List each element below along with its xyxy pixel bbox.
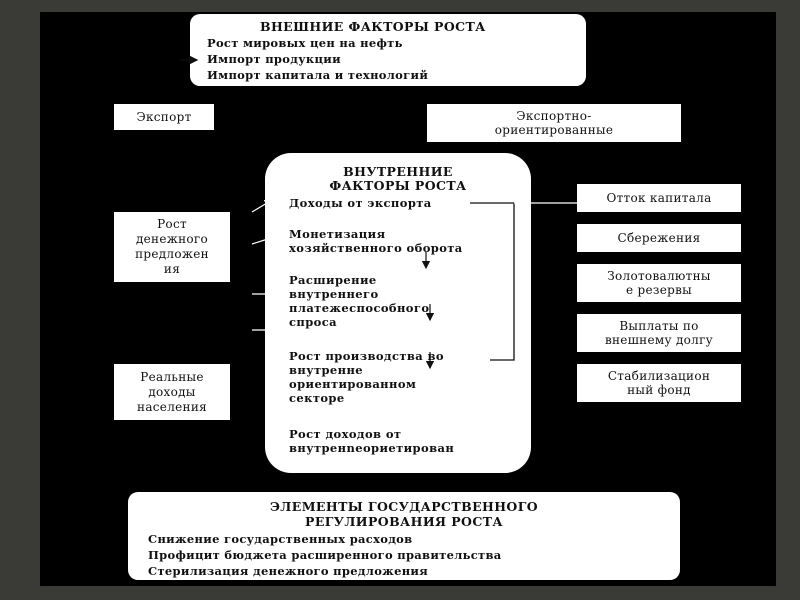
stabilization-fund-box bbox=[577, 364, 741, 402]
right-box-line: Стабилизацион bbox=[607, 369, 711, 383]
internal-title-line: ВНУТРЕННИЕ bbox=[343, 164, 453, 179]
right-box-line: Золотовалютны bbox=[607, 269, 711, 283]
external-item: Импорт продукции bbox=[207, 52, 341, 66]
internal-item bbox=[289, 196, 432, 210]
internal-item-line: хозяйственного оборота bbox=[289, 241, 463, 255]
internal-item-line: внутреннего bbox=[289, 287, 379, 301]
capital-outflow-box bbox=[577, 184, 741, 212]
internal-item bbox=[289, 227, 463, 255]
internal-item-line: Доходы от экспорта bbox=[289, 196, 432, 210]
right-box-line: ный фонд bbox=[627, 383, 691, 397]
internal-item-line: Монетизация bbox=[289, 227, 386, 241]
internal-item-line: ориентированном bbox=[289, 377, 417, 391]
real-income-line: Реальные bbox=[140, 369, 204, 384]
state-item: Профицит бюджета расширенного правительства bbox=[148, 548, 502, 562]
real-income-line: доходы bbox=[148, 384, 196, 399]
state-title-line: РЕГУЛИРОВАНИЯ РОСТА bbox=[305, 514, 503, 529]
fx-reserves-box bbox=[577, 264, 741, 302]
internal-item bbox=[289, 273, 429, 329]
real-income-line: населения bbox=[137, 399, 207, 414]
money-supply-line: денежного bbox=[135, 232, 209, 246]
internal-factors-box bbox=[265, 153, 531, 473]
internal-item-line: внутренне bbox=[289, 363, 364, 377]
internal-item-line: спроса bbox=[289, 315, 337, 329]
external-item: Рост мировых цен на нефть bbox=[207, 36, 403, 50]
savings-box bbox=[577, 224, 741, 252]
internal-item-line: Рост производства во bbox=[289, 349, 445, 363]
state-regulation-box bbox=[128, 492, 680, 580]
real-income-box bbox=[114, 364, 230, 420]
state-regulation-title bbox=[128, 499, 680, 529]
export-oriented-line: ориентированные bbox=[494, 123, 614, 137]
state-item: Снижение государственных расходов bbox=[148, 532, 413, 546]
internal-item bbox=[289, 427, 454, 455]
right-box-line: внешнему долгу bbox=[604, 333, 714, 347]
right-box-line: Выплаты по bbox=[619, 319, 699, 333]
internal-factors-title bbox=[265, 165, 531, 193]
internal-item-line: секторе bbox=[289, 391, 345, 405]
external-debt-payments-box bbox=[577, 314, 741, 352]
internal-item-line: внутренneориетирован bbox=[289, 441, 455, 455]
money-supply-line: Рост bbox=[157, 217, 187, 231]
internal-item-line: платежеспособного bbox=[289, 301, 430, 315]
internal-title-line: ФАКТОРЫ РОСТА bbox=[329, 178, 467, 193]
internal-item-line: Расширение bbox=[289, 273, 377, 287]
export-oriented-line: Экспортно- bbox=[516, 109, 592, 123]
money-supply-line: ия bbox=[163, 262, 181, 276]
external-factors-title: ВНЕШНИЕ ФАКТОРЫ РОСТА bbox=[260, 19, 486, 34]
external-factors-box bbox=[190, 14, 586, 86]
state-title-line: ЭЛЕМЕНТЫ ГОСУДАРСТВЕННОГО bbox=[269, 499, 539, 514]
right-box-line: Сбережения bbox=[617, 231, 701, 245]
money-supply-line: предложен bbox=[135, 247, 209, 261]
external-item: Импорт капитала и технологий bbox=[207, 68, 429, 82]
internal-item-line: Рост доходов от bbox=[289, 427, 402, 441]
money-supply-box bbox=[114, 212, 230, 282]
export-box bbox=[114, 104, 214, 130]
export-oriented-box bbox=[427, 104, 681, 142]
internal-item bbox=[289, 349, 444, 405]
state-item: Стерилизация денежного предложения bbox=[148, 564, 429, 578]
right-box-line: е резервы bbox=[625, 283, 693, 297]
export-label: Экспорт bbox=[136, 110, 192, 124]
right-box-line: Отток капитала bbox=[606, 191, 712, 205]
